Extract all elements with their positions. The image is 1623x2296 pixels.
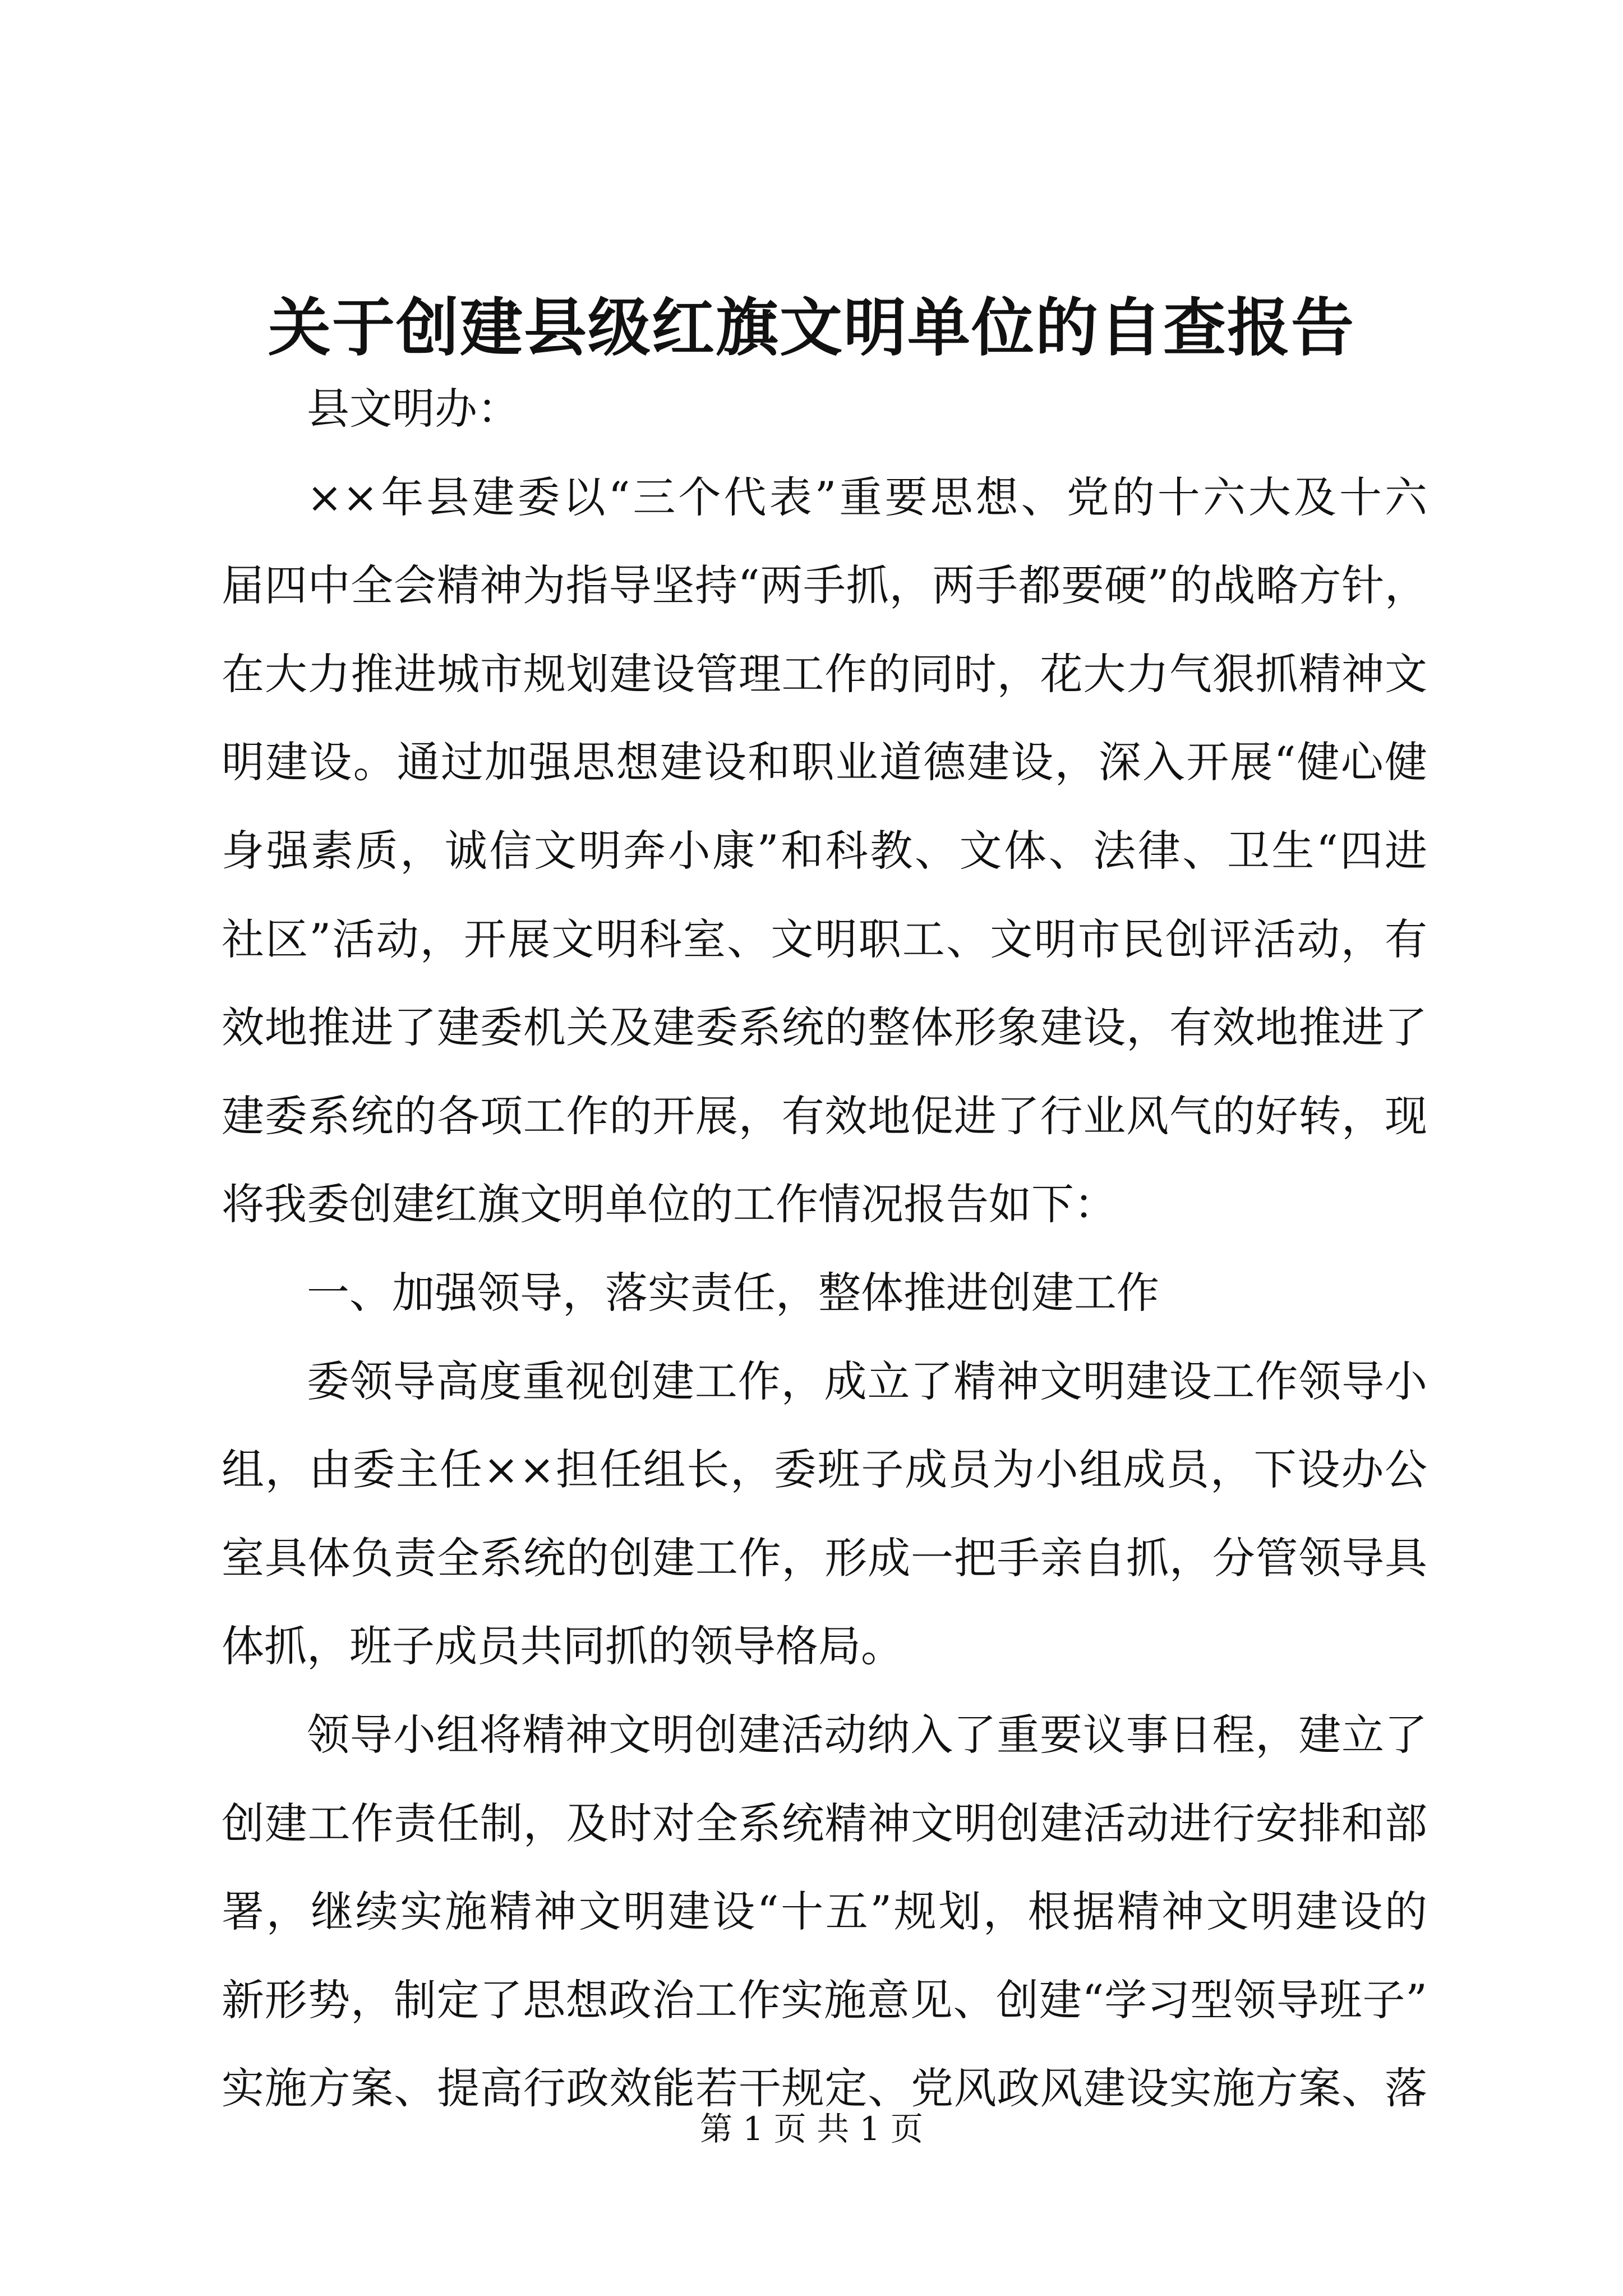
page-number-footer: 第 1 页 共 1 页 bbox=[700, 2110, 923, 2148]
document-title: 关于创建县级红旗文明单位的自查报告 bbox=[268, 291, 1355, 365]
body-line: 委领导高度重视创建工作，成立了精神文明建设工作领导小 bbox=[307, 1356, 1427, 1406]
body-line: 实施方案、提高行政效能若干规定、党风政风建设实施方案、落 bbox=[222, 2063, 1427, 2114]
salutation-line: 县文明办： bbox=[307, 384, 520, 434]
body-line: 将我委创建红旗文明单位的工作情况报告如下： bbox=[222, 1179, 1117, 1230]
body-line: 效地推进了建委机关及建委系统的整体形象建设，有效地推进了 bbox=[222, 1002, 1427, 1053]
body-line: 建委系统的各项工作的开展，有效地促进了行业风气的好转，现 bbox=[222, 1091, 1427, 1141]
document-body bbox=[222, 365, 1427, 2133]
section-heading: 一、加强领导，落实责任，整体推进创建工作 bbox=[307, 1267, 1159, 1318]
body-line: 身强素质，诚信文明奔小康”和科教、文体、法律、卫生“四进 bbox=[222, 825, 1427, 876]
body-line: 领导小组将精神文明创建活动纳入了重要议事日程，建立了 bbox=[307, 1709, 1427, 1760]
body-line: 明建设。通过加强思想建设和职业道德建设，深入开展“健心健 bbox=[222, 737, 1427, 788]
body-line: 在大力推进城市规划建设管理工作的同时，花大力气狠抓精神文 bbox=[222, 648, 1427, 699]
body-line: 体抓，班子成员共同抓的领导格局。 bbox=[222, 1621, 903, 1672]
body-line: 届四中全会精神为指导坚持“两手抓，两手都要硬”的战略方针， bbox=[222, 560, 1427, 611]
body-line: 室具体负责全系统的创建工作，形成一把手亲自抓，分管领导具 bbox=[222, 1533, 1427, 1583]
body-line: 新形势，制定了思想政治工作实施意见、创建“学习型领导班子” bbox=[222, 1975, 1427, 2025]
body-line: 署，继续实施精神文明建设“十五”规划，根据精神文明建设的 bbox=[222, 1887, 1427, 1937]
body-line: ××年县建委以“三个代表”重要思想、党的十六大及十六 bbox=[307, 472, 1427, 522]
body-line: 组，由委主任××担任组长，委班子成员为小组成员，下设办公 bbox=[222, 1444, 1427, 1495]
body-line: 社区”活动，开展文明科室、文明职工、文明市民创评活动，有 bbox=[222, 914, 1427, 964]
body-line: 创建工作责任制，及时对全系统精神文明创建活动进行安排和部 bbox=[222, 1798, 1427, 1848]
